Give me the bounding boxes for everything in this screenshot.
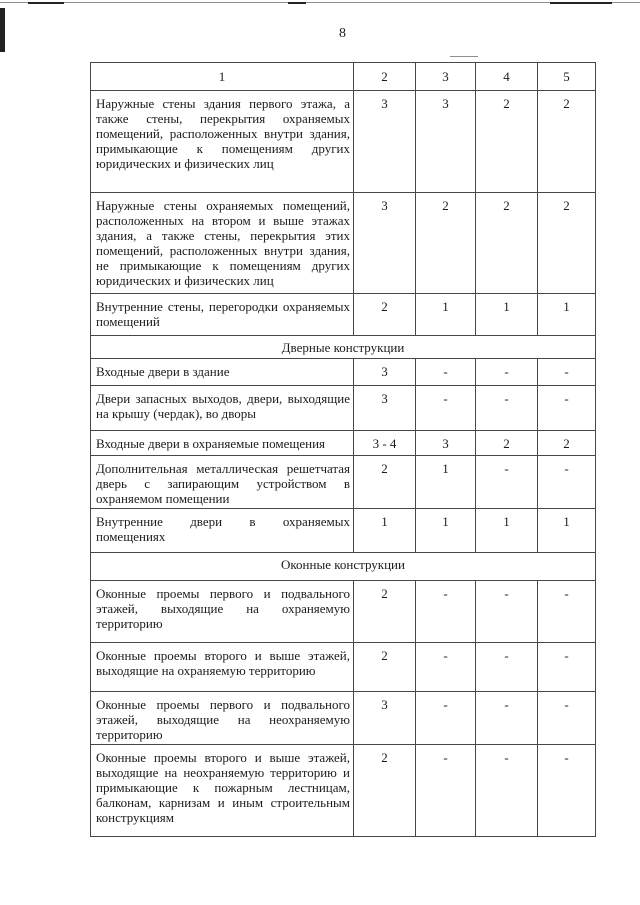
row-label: Наружные стены охраняемых помещений, расположенных на втором и выше этажах здания, а также стены, перекрытия этих помещений, расположенных внутри здания, не примыкающие к помещениям других юридических и физических лиц [91, 193, 354, 294]
row-label: Внутренние стены, перегородки охраняемых помещений [91, 294, 354, 336]
row-value: - [476, 692, 538, 745]
table-section-row [91, 553, 596, 581]
row-value: 2 [538, 91, 596, 193]
row-label: Входные двери в охраняемые помещения [91, 431, 354, 456]
table-row [91, 581, 596, 643]
row-value: 3 [416, 91, 476, 193]
row-value: - [476, 581, 538, 643]
page-number: 8 [339, 26, 346, 41]
row-value: 3 [354, 193, 416, 294]
row-value: 2 [476, 91, 538, 193]
row-value: - [538, 386, 596, 431]
section-header-windows: Оконные конструкции [91, 553, 596, 581]
row-value: - [476, 359, 538, 386]
row-value: 3 [416, 431, 476, 456]
row-label: Входные двери в здание [91, 359, 354, 386]
row-value: 2 [354, 581, 416, 643]
row-value: - [476, 386, 538, 431]
row-value: 1 [416, 456, 476, 509]
row-label: Оконные проемы второго и выше этажей, выходящие на охраняемую территорию [91, 643, 354, 692]
row-value: - [416, 643, 476, 692]
column-header-4: 4 [476, 63, 538, 91]
row-label: Оконные проемы первого и подвального этажей, выходящие на неохраняемую территорию [91, 692, 354, 745]
scan-artifact-left-bar [0, 8, 5, 52]
column-header-1: 1 [91, 63, 354, 91]
table-row [91, 456, 596, 509]
row-value: - [538, 692, 596, 745]
row-value: 3 [354, 386, 416, 431]
row-value: - [416, 386, 476, 431]
row-label: Оконные проемы второго и выше этажей, выходящие на неохраняемую территорию и примыкающие к пожарным лестницам, балконам, карнизам и иным строительным конструкциям [91, 745, 354, 837]
row-value: 3 [354, 692, 416, 745]
row-label: Внутренние двери в охраняемых помещениях [91, 509, 354, 553]
constructions-table [90, 62, 596, 837]
row-value: - [476, 745, 538, 837]
row-value: 1 [416, 509, 476, 553]
row-value: - [416, 581, 476, 643]
row-value: 3 - 4 [354, 431, 416, 456]
row-value: 2 [416, 193, 476, 294]
table-header-row [91, 63, 596, 91]
table-row [91, 193, 596, 294]
table-section-row [91, 336, 596, 359]
row-value: - [538, 359, 596, 386]
row-value: - [538, 581, 596, 643]
table-row [91, 692, 596, 745]
row-value: - [416, 359, 476, 386]
scan-artifact-top-dash-mid [288, 2, 306, 4]
row-label: Оконные проемы первого и подвального этажей, выходящие на охраняемую территорию [91, 581, 354, 643]
row-value: 1 [538, 509, 596, 553]
row-value: 2 [538, 193, 596, 294]
column-header-5: 5 [538, 63, 596, 91]
row-value: 1 [476, 294, 538, 336]
table-row [91, 386, 596, 431]
row-value: 2 [354, 456, 416, 509]
row-value: - [476, 456, 538, 509]
scan-artifact-top-line [0, 2, 640, 3]
scan-artifact-dash [450, 56, 478, 57]
table-row [91, 431, 596, 456]
row-value: 2 [476, 431, 538, 456]
table-row [91, 643, 596, 692]
row-label: Двери запасных выходов, двери, выходящие на крышу (чердак), во дворы [91, 386, 354, 431]
table-row [91, 294, 596, 336]
row-value: 3 [354, 91, 416, 193]
row-value: - [538, 456, 596, 509]
row-value: 2 [354, 745, 416, 837]
row-value: 1 [538, 294, 596, 336]
section-header-doors: Дверные конструкции [91, 336, 596, 359]
table-row [91, 91, 596, 193]
column-header-2: 2 [354, 63, 416, 91]
table-row [91, 359, 596, 386]
scan-artifact-top-dash-left [28, 2, 64, 4]
row-value: 3 [354, 359, 416, 386]
row-value: 2 [538, 431, 596, 456]
row-value: - [538, 745, 596, 837]
row-label: Наружные стены здания первого этажа, а также стены, перекрытия охраняемых помещений, расположенных внутри здания, примыкающие к помещениям других юридических и физических лиц [91, 91, 354, 193]
row-value: - [416, 692, 476, 745]
row-value: - [416, 745, 476, 837]
row-value: - [538, 643, 596, 692]
table-row [91, 509, 596, 553]
column-header-3: 3 [416, 63, 476, 91]
row-value: 2 [476, 193, 538, 294]
scan-artifact-top-dash-right [550, 2, 612, 4]
row-value: 1 [416, 294, 476, 336]
row-value: 1 [354, 509, 416, 553]
row-value: - [476, 643, 538, 692]
table-row [91, 745, 596, 837]
row-value: 2 [354, 643, 416, 692]
row-label: Дополнительная металлическая решетчатая дверь с запирающим устройством в охраняемом помещении [91, 456, 354, 509]
row-value: 1 [476, 509, 538, 553]
row-value: 2 [354, 294, 416, 336]
